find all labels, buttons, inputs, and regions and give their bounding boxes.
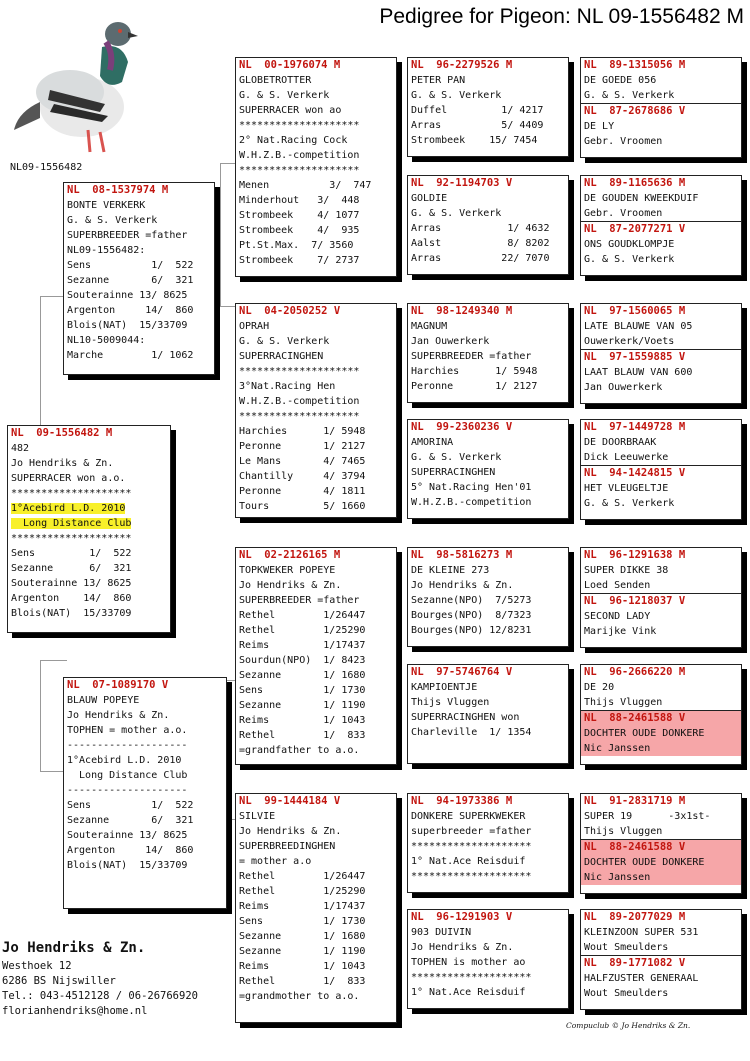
pedigree-card-pair6 — [580, 664, 742, 765]
card-line: Sourdun(NPO) 1/ 8423 — [239, 655, 366, 666]
card-line: Strombeek 7/ 2737 — [239, 255, 360, 266]
card-line: Rethel 1/26447 — [239, 610, 366, 621]
card-line: Sezanne 6/ 321 — [67, 815, 194, 826]
card-line: Sezanne 1/ 1680 — [239, 931, 366, 942]
card-line: =grandfather to a.o. — [239, 745, 360, 756]
card-line: HALFZUSTER GENERAAL — [584, 973, 699, 984]
card-section — [411, 304, 565, 394]
card-line: W.H.Z.B.-competition — [239, 150, 360, 161]
pedigree-card-subject — [7, 425, 171, 633]
card-line: G. & S. Verkerk — [411, 90, 502, 101]
ring-number: NL 97-1560065 M — [584, 305, 686, 317]
pigeon-id-label: NL09-1556482 — [10, 162, 83, 173]
card-section — [581, 955, 741, 1001]
ring-number: NL 97-5746764 V — [411, 666, 513, 678]
ring-number: NL 94-1424815 V — [584, 467, 686, 479]
card-section — [584, 420, 738, 465]
card-line: Thijs Vluggen — [411, 697, 490, 708]
card-line: Harchies 1/ 5948 — [239, 426, 366, 437]
card-line: Reims 1/ 1043 — [239, 715, 366, 726]
card-line: ******************** — [11, 533, 132, 544]
card-line: DE DOORBRAAK — [584, 437, 657, 448]
card-line: ******************** — [411, 871, 532, 882]
card-line: Jo Hendriks & Zn. — [239, 826, 342, 837]
ring-number: NL 96-1291638 M — [584, 549, 686, 561]
card-line: KAMPIOENTJE — [411, 682, 478, 693]
card-line: Harchies 1/ 5948 — [411, 366, 538, 377]
owner-phone: Tel.: 043-4512128 / 06-26766920 — [2, 990, 198, 1002]
card-line: Loed Senden — [584, 580, 651, 591]
card-line: Long Distance Club — [67, 770, 188, 781]
pigeon-image — [10, 12, 140, 162]
card-line: Arras 22/ 7070 — [411, 253, 550, 264]
card-line: Reims 1/17437 — [239, 640, 366, 651]
card-line: DONKERE SUPERKWEKER — [411, 811, 526, 822]
card-line: G. & S. Verkerk — [411, 452, 502, 463]
card-line: Gebr. Vroomen — [584, 136, 663, 147]
card-line: -------------------- — [67, 785, 188, 796]
card-line: HET VLEUGELTJE — [584, 483, 669, 494]
card-line: Strombeek 4/ 935 — [239, 225, 360, 236]
card-line: Strombeek 4/ 1077 — [239, 210, 360, 221]
card-line: =grandmother to a.o. — [239, 991, 360, 1002]
card-line: OPRAH — [239, 321, 270, 332]
card-line: TOPKWEKER POPEYE — [239, 565, 336, 576]
card-line: ******************** — [411, 841, 532, 852]
card-section — [581, 103, 741, 149]
card-line: 1° Nat.Ace Reisduif — [411, 987, 526, 998]
ring-number: NL 08-1537974 M — [67, 184, 169, 196]
card-line: GLOBETROTTER — [239, 75, 312, 86]
card-line: Peronne 1/ 2127 — [411, 381, 538, 392]
ring-number: NL 99-2360236 V — [411, 421, 513, 433]
ring-number: NL 96-1291903 V — [411, 911, 513, 923]
card-line: Bourges(NPO) 8/7323 — [411, 610, 532, 621]
card-line: 3°Nat.Racing Hen — [239, 381, 336, 392]
ring-number: NL 91-2831719 M — [584, 795, 686, 807]
card-line: Rethel 1/26447 — [239, 871, 366, 882]
card-line: Gebr. Vroomen — [584, 208, 663, 219]
pedigree-card-ggg2 — [407, 175, 569, 275]
connector-line — [220, 163, 236, 307]
card-section — [581, 221, 741, 267]
card-line: ******************** — [11, 488, 132, 499]
card-line: Reims 1/17437 — [239, 901, 366, 912]
page-title: Pedigree for Pigeon: NL 09-1556482 M — [379, 5, 744, 28]
card-line: G. & S. Verkerk — [67, 215, 158, 226]
card-line: Rethel 1/ 833 — [239, 976, 366, 987]
highlighted-line: Long Distance Club — [11, 518, 132, 529]
card-line: Rethel 1/ 833 — [239, 730, 366, 741]
owner-address-line: 6286 BS Nijswiller — [2, 975, 116, 987]
card-section — [584, 910, 738, 955]
card-line: Rethel 1/25290 — [239, 625, 366, 636]
card-line: Bourges(NPO) 12/8231 — [411, 625, 532, 636]
card-line: KLEINZOON SUPER 531 — [584, 927, 699, 938]
ring-number: NL 87-2077271 V — [584, 223, 686, 235]
card-line: Arras 5/ 4409 — [411, 120, 544, 131]
card-line: MAGNUM — [411, 321, 448, 332]
card-line: SUPER 19 -3x1st- — [584, 811, 711, 822]
card-line: Thijs Vluggen — [584, 826, 663, 837]
card-line: Argenton 14/ 860 — [11, 593, 132, 604]
card-line: Nic Janssen — [584, 872, 651, 883]
card-line: SUPERBREEDER =father — [411, 351, 532, 362]
card-line: Jo Hendriks & Zn. — [67, 710, 170, 721]
card-section — [584, 176, 738, 221]
card-line: PETER PAN — [411, 75, 466, 86]
card-line: Chantilly 4/ 3794 — [239, 471, 366, 482]
pedigree-card-father — [63, 182, 215, 375]
card-section — [411, 58, 565, 148]
card-line: ******************** — [239, 366, 360, 377]
card-section — [239, 58, 393, 268]
card-section — [67, 183, 211, 363]
card-line: Sezanne 6/ 321 — [67, 275, 194, 286]
card-line: Le Mans 4/ 7465 — [239, 456, 366, 467]
card-section — [584, 794, 738, 839]
ring-number: NL 88-2461588 V — [584, 841, 686, 853]
card-section — [581, 465, 741, 511]
card-line: Pt.St.Max. 7/ 3560 — [239, 240, 354, 251]
ring-number: NL 98-1249340 M — [411, 305, 513, 317]
card-section — [411, 548, 565, 638]
card-line: Peronne 1/ 2127 — [239, 441, 366, 452]
card-section — [411, 794, 565, 884]
ring-number: NL 97-1449728 M — [584, 421, 686, 433]
ring-number: NL 89-1771082 V — [584, 957, 686, 969]
card-line — [11, 501, 167, 516]
card-line: Argenton 14/ 860 — [67, 845, 194, 856]
card-line: Sezanne 6/ 321 — [11, 563, 132, 574]
card-line: Dick Leeuwerke — [584, 452, 669, 463]
card-line: Sens 1/ 1730 — [239, 916, 366, 927]
card-line: SECOND LADY — [584, 611, 651, 622]
card-line — [11, 516, 167, 531]
highlighted-line: 1°Acebird L.D. 2010 — [11, 503, 126, 514]
card-line: = mother a.o — [239, 856, 312, 867]
owner-name: Jo Hendriks & Zn. — [2, 940, 146, 956]
card-line: DE KLEINE 273 — [411, 565, 490, 576]
card-line: Blois(NAT) 15/33709 — [67, 860, 188, 871]
ring-number: NL 96-2279526 M — [411, 59, 513, 71]
card-line: G. & S. Verkerk — [584, 90, 675, 101]
pedigree-card-ggg6 — [407, 664, 569, 764]
card-line: Ouwerkerk/Voets — [584, 336, 675, 347]
card-line: Sezanne 1/ 1680 — [239, 670, 366, 681]
card-line: G. & S. Verkerk — [239, 336, 330, 347]
ring-number: NL 07-1089170 V — [67, 679, 169, 691]
card-line: Sezanne(NPO) 7/5273 — [411, 595, 532, 606]
card-line: SUPERRACINGHEN won — [411, 712, 520, 723]
card-line: Sens 1/ 1730 — [239, 685, 366, 696]
card-line: Minderhout 3/ 448 — [239, 195, 360, 206]
card-line: W.H.Z.B.-competition — [411, 497, 532, 508]
card-section — [584, 548, 738, 593]
card-line: Souterainne 13/ 8625 — [67, 290, 188, 301]
card-line: SUPERRACINGHEN — [411, 467, 496, 478]
owner-email: florianhendriks@home.nl — [2, 1005, 148, 1017]
card-line: Sens 1/ 522 — [67, 260, 194, 271]
pedigree-card-mother — [63, 677, 227, 909]
footer-credit: Compuclub © Jo Hendriks & Zn. — [566, 1021, 691, 1030]
card-line: 903 DUIVIN — [411, 927, 472, 938]
pedigree-card-ggg3 — [407, 303, 569, 403]
card-line: LATE BLAUWE VAN 05 — [584, 321, 693, 332]
pedigree-card-pair4 — [580, 419, 742, 520]
card-line: DE 20 — [584, 682, 615, 693]
ring-number: NL 88-2461588 V — [584, 712, 686, 724]
card-line: Sezanne 1/ 1190 — [239, 700, 366, 711]
card-line: Jo Hendriks & Zn. — [411, 942, 514, 953]
card-line: DOCHTER OUDE DONKERE — [584, 857, 705, 868]
ring-number: NL 96-1218037 V — [584, 595, 686, 607]
card-line: Jan Ouwerkerk — [584, 382, 663, 393]
card-line: Menen 3/ 747 — [239, 180, 372, 191]
ring-number: NL 04-2050252 V — [239, 305, 341, 317]
card-line: DE GOEDE 056 — [584, 75, 657, 86]
card-line: Marijke Vink — [584, 626, 657, 637]
card-section — [239, 304, 393, 514]
card-line: DOCHTER OUDE DONKERE — [584, 728, 705, 739]
card-line: Thijs Vluggen — [584, 697, 663, 708]
card-line: Blois(NAT) 15/33709 — [67, 320, 188, 331]
card-line: G. & S. Verkerk — [411, 208, 502, 219]
card-line: Souterainne 13/ 8625 — [67, 830, 188, 841]
card-section — [584, 665, 738, 710]
card-line: 2° Nat.Racing Cock — [239, 135, 348, 146]
pedigree-card-ggg7 — [407, 793, 569, 893]
card-section — [239, 548, 393, 758]
card-line: Rethel 1/25290 — [239, 886, 366, 897]
card-line: GOLDIE — [411, 193, 448, 204]
card-line: Blois(NAT) 15/33709 — [11, 608, 132, 619]
ring-number: NL 96-2666220 M — [584, 666, 686, 678]
card-line: W.H.Z.B.-competition — [239, 396, 360, 407]
pedigree-card-ggg4 — [407, 419, 569, 519]
card-line: SUPERBREEDER =father — [239, 595, 360, 606]
card-line: DE LY — [584, 121, 615, 132]
card-line: Strombeek 15/ 7454 — [411, 135, 538, 146]
card-section — [411, 665, 565, 740]
card-line: ******************** — [239, 165, 360, 176]
ring-number: NL 00-1976074 M — [239, 59, 341, 71]
pedigree-card-gf2 — [235, 547, 397, 765]
card-line: 482 — [11, 443, 30, 454]
card-line: Marche 1/ 1062 — [67, 350, 194, 361]
card-line: Sezanne 1/ 1190 — [239, 946, 366, 957]
card-line: NL10-5009044: — [67, 335, 146, 346]
card-line: Sens 1/ 522 — [67, 800, 194, 811]
pedigree-card-gf1 — [235, 57, 397, 277]
card-section — [581, 839, 741, 885]
card-section — [411, 176, 565, 266]
card-line: G. & S. Verkerk — [584, 254, 675, 265]
card-section — [239, 794, 393, 1004]
card-line: Wout Smeulders — [584, 988, 669, 999]
card-line: Arras 1/ 4632 — [411, 223, 550, 234]
ring-number: NL 99-1444184 V — [239, 795, 341, 807]
card-line: BLAUW POPEYE — [67, 695, 140, 706]
card-section — [581, 593, 741, 639]
card-line: G. & S. Verkerk — [584, 498, 675, 509]
card-line: SUPERBREEDINGHEN — [239, 841, 336, 852]
card-section — [581, 710, 741, 756]
card-line: Peronne 4/ 1811 — [239, 486, 366, 497]
card-line: LAAT BLAUW VAN 600 — [584, 367, 693, 378]
card-section — [584, 58, 738, 103]
ring-number: NL 98-5816273 M — [411, 549, 513, 561]
pedigree-card-pair8 — [580, 909, 742, 1010]
card-line: Wout Smeulders — [584, 942, 669, 953]
card-line: NL09-1556482: — [67, 245, 146, 256]
card-line: Reims 1/ 1043 — [239, 961, 366, 972]
owner-address-block — [2, 937, 198, 1019]
pedigree-card-ggg8 — [407, 909, 569, 1009]
card-line: ******************** — [239, 411, 360, 422]
card-line: Aalst 8/ 8202 — [411, 238, 550, 249]
card-line: SUPERRACER won ao — [239, 105, 342, 116]
card-line: ******************** — [239, 120, 360, 131]
pedigree-card-pair2 — [580, 175, 742, 276]
card-line: ******************** — [411, 972, 532, 983]
card-line: 5° Nat.Racing Hen'01 — [411, 482, 532, 493]
pedigree-card-pair1 — [580, 57, 742, 158]
card-line: SUPERRACINGHEN — [239, 351, 324, 362]
card-line: -------------------- — [67, 740, 188, 751]
card-line: Duffel 1/ 4217 — [411, 105, 544, 116]
card-line: Sens 1/ 522 — [11, 548, 132, 559]
card-line: ONS GOUDKLOMPJE — [584, 239, 675, 250]
card-line: DE GOUDEN KWEEKDUIF — [584, 193, 699, 204]
pedigree-card-gm1 — [235, 303, 397, 518]
card-line: G. & S. Verkerk — [239, 90, 330, 101]
card-line: SILVIE — [239, 811, 276, 822]
ring-number: NL 87-2678686 V — [584, 105, 686, 117]
card-section — [11, 426, 167, 621]
ring-number: NL 89-1315056 M — [584, 59, 686, 71]
ring-number: NL 92-1194703 V — [411, 177, 513, 189]
card-line: Argenton 14/ 860 — [67, 305, 194, 316]
card-section — [411, 420, 565, 510]
card-section — [584, 304, 738, 349]
card-line: Jan Ouwerkerk — [411, 336, 490, 347]
card-line: superbreeder =father — [411, 826, 532, 837]
card-line: Jo Hendriks & Zn. — [239, 580, 342, 591]
pedigree-card-ggg1 — [407, 57, 569, 157]
card-line: TOPHEN is mother ao — [411, 957, 526, 968]
card-line: SUPERBREEDER =father — [67, 230, 188, 241]
card-line: 1°Acebird L.D. 2010 — [67, 755, 182, 766]
card-line: 1° Nat.Ace Reisduif — [411, 856, 526, 867]
card-line: SUPERRACER won a.o. — [11, 473, 126, 484]
ring-number: NL 02-2126165 M — [239, 549, 341, 561]
ring-number: NL 89-1165636 M — [584, 177, 686, 189]
card-line: Tours 5/ 1660 — [239, 501, 366, 512]
card-line: BONTE VERKERK — [67, 200, 146, 211]
card-line: Jo Hendriks & Zn. — [411, 580, 514, 591]
ring-number: NL 09-1556482 M — [11, 427, 113, 439]
ring-number: NL 89-2077029 M — [584, 911, 686, 923]
pedigree-card-pair7 — [580, 793, 742, 894]
owner-address-line: Westhoek 12 — [2, 960, 72, 972]
pedigree-card-gm2 — [235, 793, 397, 1023]
pedigree-card-ggg5 — [407, 547, 569, 647]
card-section — [581, 349, 741, 395]
card-line: Nic Janssen — [584, 743, 651, 754]
ring-number: NL 97-1559885 V — [584, 351, 686, 363]
card-section — [411, 910, 565, 1000]
pedigree-card-pair3 — [580, 303, 742, 404]
card-line: SUPER DIKKE 38 — [584, 565, 669, 576]
card-line: Souterainne 13/ 8625 — [11, 578, 132, 589]
card-line: Charleville 1/ 1354 — [411, 727, 532, 738]
pedigree-card-pair5 — [580, 547, 742, 648]
card-line: Jo Hendriks & Zn. — [11, 458, 114, 469]
card-line: TOPHEN = mother a.o. — [67, 725, 188, 736]
card-line: AMORINA — [411, 437, 454, 448]
card-section — [67, 678, 223, 873]
ring-number: NL 94-1973386 M — [411, 795, 513, 807]
